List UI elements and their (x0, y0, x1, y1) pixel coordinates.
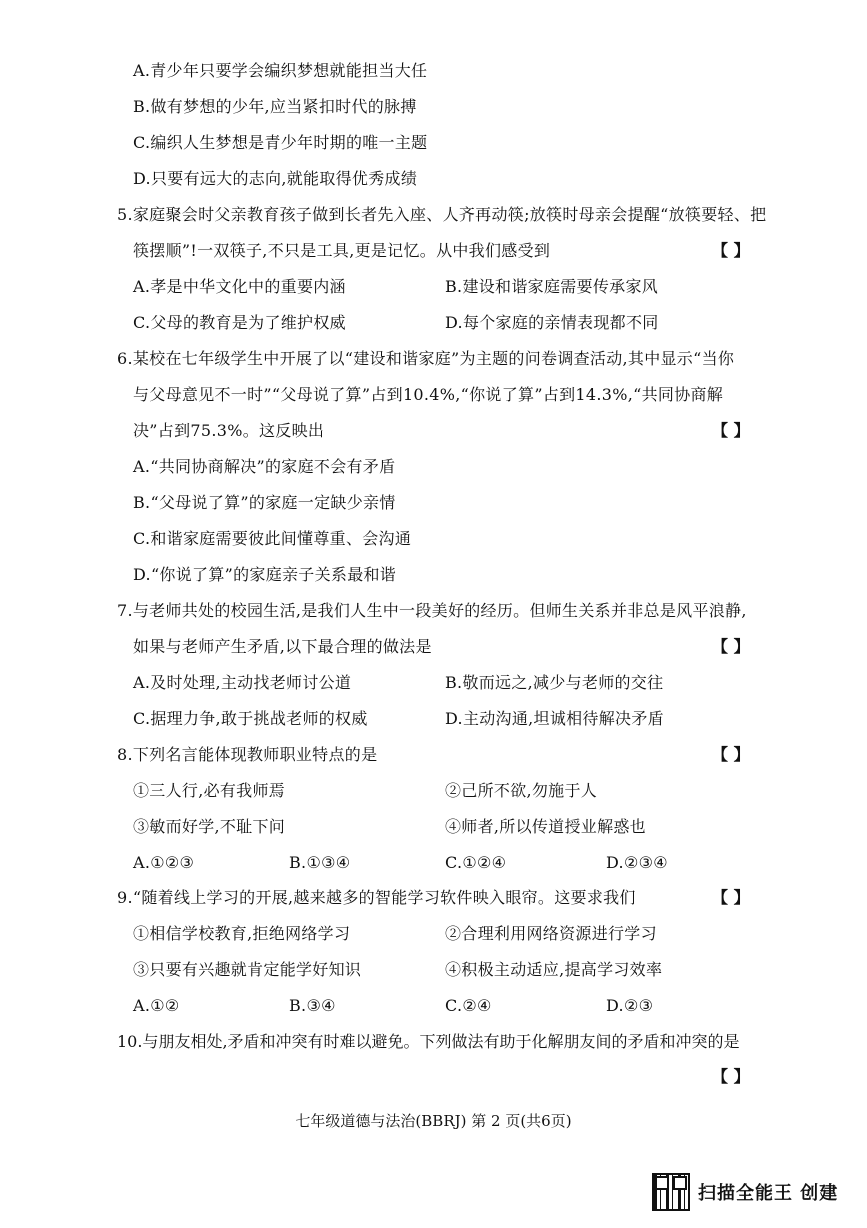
q7-stem-line-2: 如果与老师产生矛盾,以下最合理的做法是 (133, 637, 432, 656)
q9-answer-bracket: 【 】 (712, 888, 750, 907)
q8-stem: 8.下列名言能体现教师职业特点的是 (117, 745, 378, 764)
q9-item-2: ②合理利用网络资源进行学习 (445, 924, 657, 943)
qr-code-icon (652, 1173, 690, 1211)
q8-option-c: C.①②④ (445, 853, 507, 872)
q5-answer-bracket: 【 】 (712, 241, 750, 260)
q5-stem-line-2: 筷摆顺”!一双筷子,不只是工具,更是记忆。从中我们感受到 (133, 241, 551, 260)
q10-stem: 10.与朋友相处,矛盾和冲突有时难以避免。下列做法有助于化解朋友间的矛盾和冲突的是 (117, 1032, 740, 1051)
q9-stem: 9.“随着线上学习的开展,越来越多的智能学习软件映入眼帘。这要求我们 (117, 888, 636, 907)
q8-item-4: ④师者,所以传道授业解惑也 (445, 817, 646, 836)
q8-option-a: A.①②③ (133, 853, 195, 872)
q8-item-3: ③敏而好学,不耻下问 (133, 817, 286, 836)
q5-option-d: D.每个家庭的亲情表现都不同 (445, 313, 659, 332)
page-footer: 七年级道德与法治(BBRJ) 第 2 页(共6页) (295, 1112, 572, 1130)
q6-option-b: B.“父母说了算”的家庭一定缺少亲情 (133, 493, 396, 512)
q5-stem-line-1: 5.家庭聚会时父亲教育孩子做到长者先入座、人齐再动筷;放筷时母亲会提醒“放筷要轻、把 (117, 205, 767, 224)
q8-option-d: D.②③④ (606, 853, 668, 872)
q7-option-a: A.及时处理,主动找老师讨公道 (133, 673, 352, 692)
q5-option-b: B.建设和谐家庭需要传承家风 (445, 277, 659, 296)
q6-answer-bracket: 【 】 (712, 421, 750, 440)
q9-item-4: ④积极主动适应,提高学习效率 (445, 960, 663, 979)
q9-option-a: A.①② (133, 996, 180, 1015)
q5-option-a: A.孝是中华文化中的重要内涵 (133, 277, 346, 296)
q7-stem-line-1: 7.与老师共处的校园生活,是我们人生中一段美好的经历。但师生关系并非总是风平浪静, (117, 601, 747, 620)
q9-item-3: ③只要有兴趣就肯定能学好知识 (133, 960, 362, 979)
q7-option-b: B.敬而远之,减少与老师的交往 (445, 673, 664, 692)
q6-stem-line-3: 决”占到75.3%。这反映出 (133, 421, 325, 440)
scanner-watermark (652, 1170, 838, 1214)
q5-option-c: C.父母的教育是为了维护权威 (133, 313, 346, 332)
q4-option-a: A.青少年只要学会编织梦想就能担当大任 (133, 61, 428, 80)
q6-option-d: D.“你说了算”的家庭亲子关系最和谐 (133, 565, 397, 584)
q4-option-c: C.编织人生梦想是青少年时期的唯一主题 (133, 133, 428, 152)
q4-option-d: D.只要有远大的志向,就能取得优秀成绩 (133, 169, 418, 188)
q8-item-1: ①三人行,必有我师焉 (133, 781, 286, 800)
q7-answer-bracket: 【 】 (712, 637, 750, 656)
q6-stem-line-2: 与父母意见不一时”“父母说了算”占到10.4%,“你说了算”占到14.3%,“共同协商解 (133, 385, 724, 404)
q6-option-a: A.“共同协商解决”的家庭不会有矛盾 (133, 457, 396, 476)
scanner-label: 扫描全能王 创建 (698, 1183, 839, 1204)
q8-option-b: B.①③④ (289, 853, 351, 872)
q6-option-c: C.和谐家庭需要彼此间懂尊重、会沟通 (133, 529, 412, 548)
q9-item-1: ①相信学校教育,拒绝网络学习 (133, 924, 351, 943)
q4-option-b: B.做有梦想的少年,应当紧扣时代的脉搏 (133, 97, 417, 116)
q8-item-2: ②己所不欲,勿施于人 (445, 781, 598, 800)
q7-option-c: C.据理力争,敢于挑战老师的权威 (133, 709, 368, 728)
q9-option-d: D.②③ (606, 996, 654, 1015)
q9-option-b: B.③④ (289, 996, 336, 1015)
q10-answer-bracket: 【 】 (712, 1067, 750, 1086)
q7-option-d: D.主动沟通,坦诚相待解决矛盾 (445, 709, 664, 728)
q6-stem-line-1: 6.某校在七年级学生中开展了以“建设和谐家庭”为主题的问卷调查活动,其中显示“当你 (117, 349, 735, 368)
q8-answer-bracket: 【 】 (712, 745, 750, 764)
q9-option-c: C.②④ (445, 996, 492, 1015)
